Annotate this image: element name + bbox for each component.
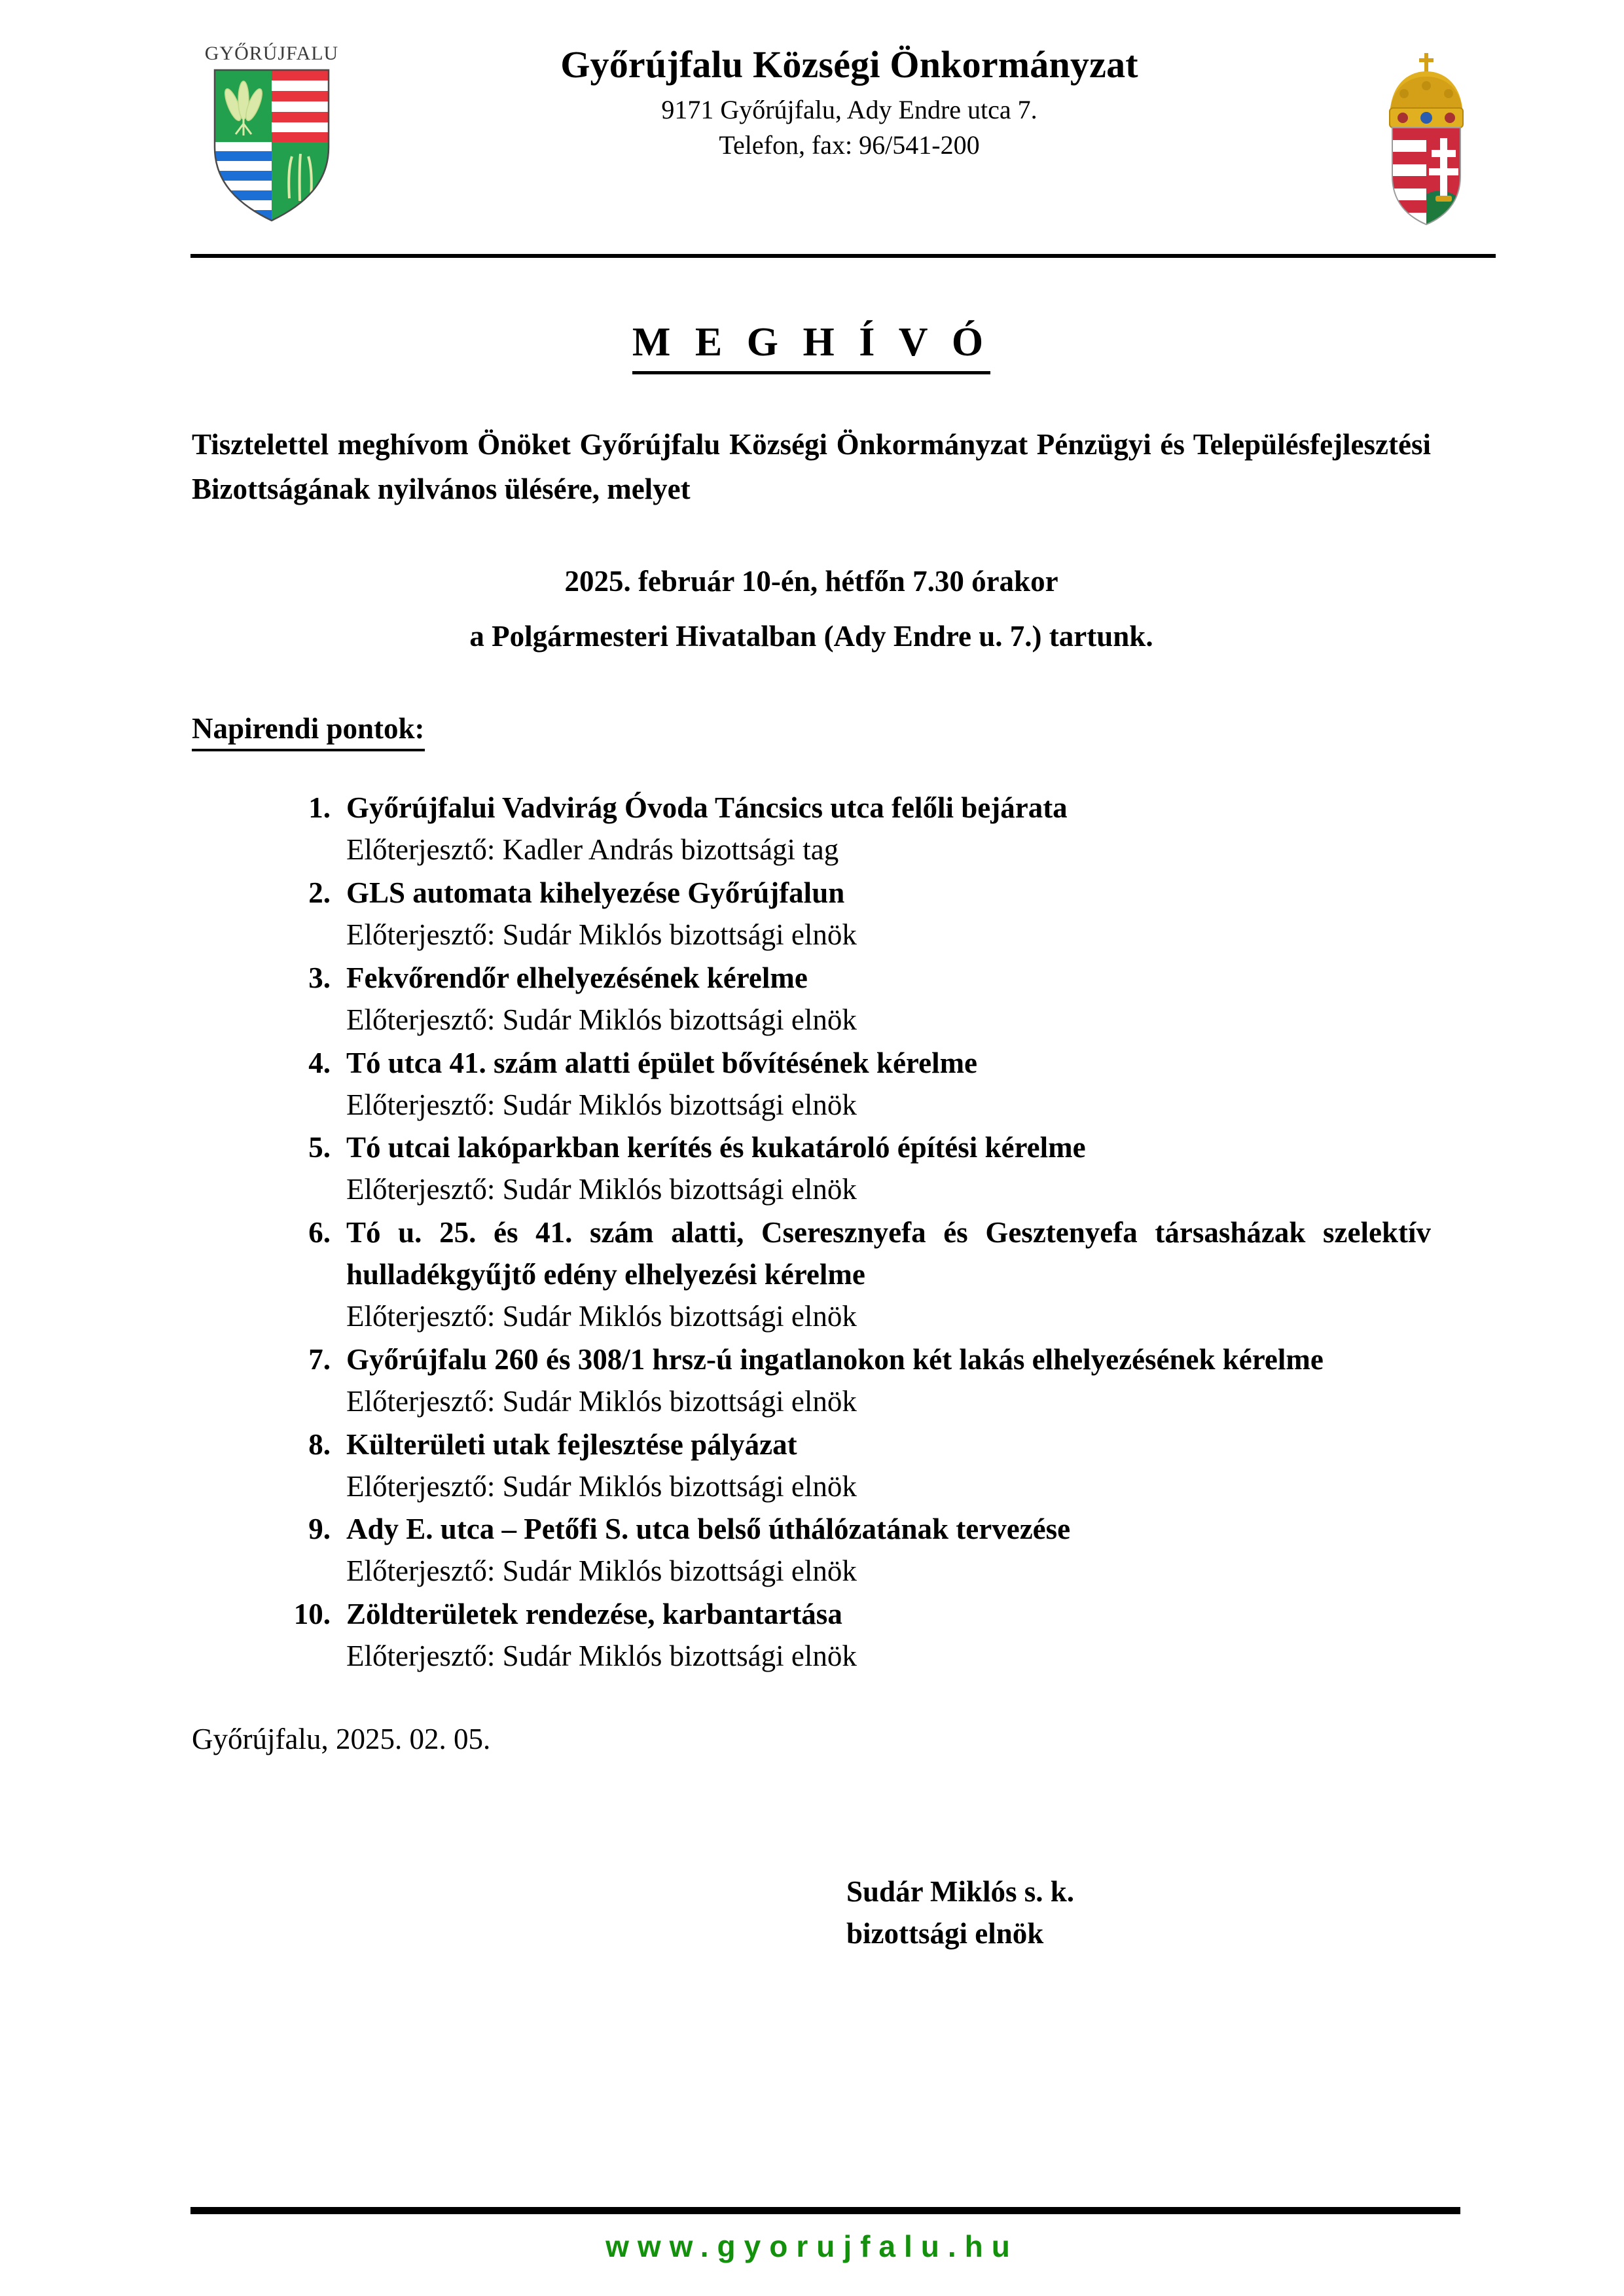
agenda-item-title: Külterületi utak fejlesztése pályázat	[346, 1427, 797, 1461]
village-coat-of-arms-icon	[190, 36, 353, 226]
meeting-datetime: 2025. február 10-én, hétfőn 7.30 órakor	[564, 564, 1058, 598]
organization-title: Győrújfalu Községi Önkormányzat	[560, 43, 1138, 86]
agenda-item-presenter: Előterjesztő: Sudár Miklós bizottsági elnök	[346, 1640, 857, 1673]
agenda-item-number: 4.	[308, 1046, 331, 1079]
agenda-item-number: 2.	[308, 876, 331, 910]
website-url[interactable]: www.gyorujfalu.hu	[605, 2229, 1019, 2263]
signature-block	[192, 1871, 1431, 1955]
agenda-item	[192, 1212, 1431, 1338]
agenda-item-title: Zöldterületek rendezése, karbantartása	[346, 1598, 842, 1631]
agenda-item-title: GLS automata kihelyezése Győrújfalun	[346, 876, 845, 910]
agenda-heading-text: Napirendi pontok:	[192, 712, 425, 751]
agenda-item-presenter: Előterjesztő: Sudár Miklós bizottsági elnök	[346, 1299, 857, 1333]
agenda-item	[192, 787, 1431, 871]
agenda-item-title: Tó utcai lakóparkban kerítés és kukatároló építési kérelme	[346, 1131, 1086, 1164]
closing-date: Győrújfalu, 2025. 02. 05.	[192, 1722, 491, 1755]
page-title	[192, 319, 1431, 366]
agenda-item-number: 1.	[308, 791, 331, 825]
agenda-item-title: Fekvőrendőr elhelyezésének kérelme	[346, 961, 808, 994]
agenda-item	[192, 1509, 1431, 1592]
agenda-item	[192, 1127, 1431, 1211]
agenda-item-presenter: Előterjesztő: Sudár Miklós bizottsági elnök	[346, 1088, 857, 1121]
agenda-item	[192, 958, 1431, 1041]
agenda-item-presenter: Előterjesztő: Sudár Miklós bizottsági elnök	[346, 1554, 857, 1588]
meeting-location: a Polgármesteri Hivatalban (Ady Endre u. 7.) tartunk.	[469, 619, 1153, 653]
agenda-item-presenter: Előterjesztő: Sudár Miklós bizottsági elnök	[346, 1173, 857, 1206]
agenda-item-number: 7.	[308, 1342, 331, 1376]
header-divider	[190, 254, 1496, 258]
agenda-item-title: Tó u. 25. és 41. szám alatti, Cseresznyefa és Gesztenyefa társasházak szelektív hulladékgyűjtő edény elhelyezési kérelme	[346, 1216, 1431, 1291]
agenda-item-presenter: Előterjesztő: Sudár Miklós bizottsági elnök	[346, 1003, 857, 1036]
agenda-item-number: 5.	[308, 1131, 331, 1164]
agenda-item-title: Ady E. utca – Petőfi S. utca belső úthálózatának tervezése	[346, 1513, 1071, 1546]
invitation-paragraph: Tisztelettel meghívom Önöket Győrújfalu Községi Önkormányzat Pénzügyi és Településfejlesztési Bizottságának nyilvános ülésére, melyet	[192, 428, 1431, 506]
svg-text:GYŐRÚJFALU: GYŐRÚJFALU	[204, 43, 339, 64]
agenda-item-presenter: Előterjesztő: Kadler András bizottsági tag	[346, 833, 839, 867]
agenda-heading	[192, 711, 1431, 745]
agenda-item	[192, 1339, 1431, 1423]
agenda-item-number: 8.	[308, 1427, 331, 1461]
document-header	[190, 29, 1496, 239]
agenda-item-title: Győrújfalu 260 és 308/1 hrsz-ú ingatlanokon két lakás elhelyezésének kérelme	[346, 1342, 1324, 1376]
meeting-details	[192, 559, 1431, 660]
agenda-item-number: 6.	[308, 1216, 331, 1249]
signatory-role: bizottsági elnök	[846, 1916, 1044, 1950]
agenda-item-title: Tó utca 41. szám alatti épület bővítésének kérelme	[346, 1046, 978, 1079]
organization-phone: Telefon, fax: 96/541-200	[719, 130, 980, 160]
agenda-item-number: 10.	[293, 1598, 331, 1631]
document-body	[192, 308, 1431, 1955]
agenda-item	[192, 872, 1431, 956]
agenda-item-presenter: Előterjesztő: Sudár Miklós bizottsági elnök	[346, 1384, 857, 1418]
signatory-name: Sudár Miklós s. k.	[846, 1874, 1075, 1908]
organization-address: 9171 Győrújfalu, Ady Endre utca 7.	[661, 95, 1038, 125]
agenda-item-title: Győrújfalui Vadvirág Óvoda Táncsics utca felőli bejárata	[346, 791, 1068, 825]
agenda-list	[192, 787, 1431, 1677]
agenda-item-number: 9.	[308, 1513, 331, 1546]
hungary-coat-of-arms-icon	[1363, 43, 1488, 226]
agenda-item-presenter: Előterjesztő: Sudár Miklós bizottsági elnök	[346, 918, 857, 951]
agenda-item	[192, 1594, 1431, 1677]
page-title-text: M E G H Í V Ó	[632, 320, 990, 374]
agenda-item-presenter: Előterjesztő: Sudár Miklós bizottsági elnök	[346, 1469, 857, 1503]
agenda-item	[192, 1043, 1431, 1126]
agenda-item	[192, 1424, 1431, 1508]
organization-info	[353, 43, 1345, 163]
footer-divider	[190, 2207, 1460, 2214]
agenda-item-number: 3.	[308, 961, 331, 994]
